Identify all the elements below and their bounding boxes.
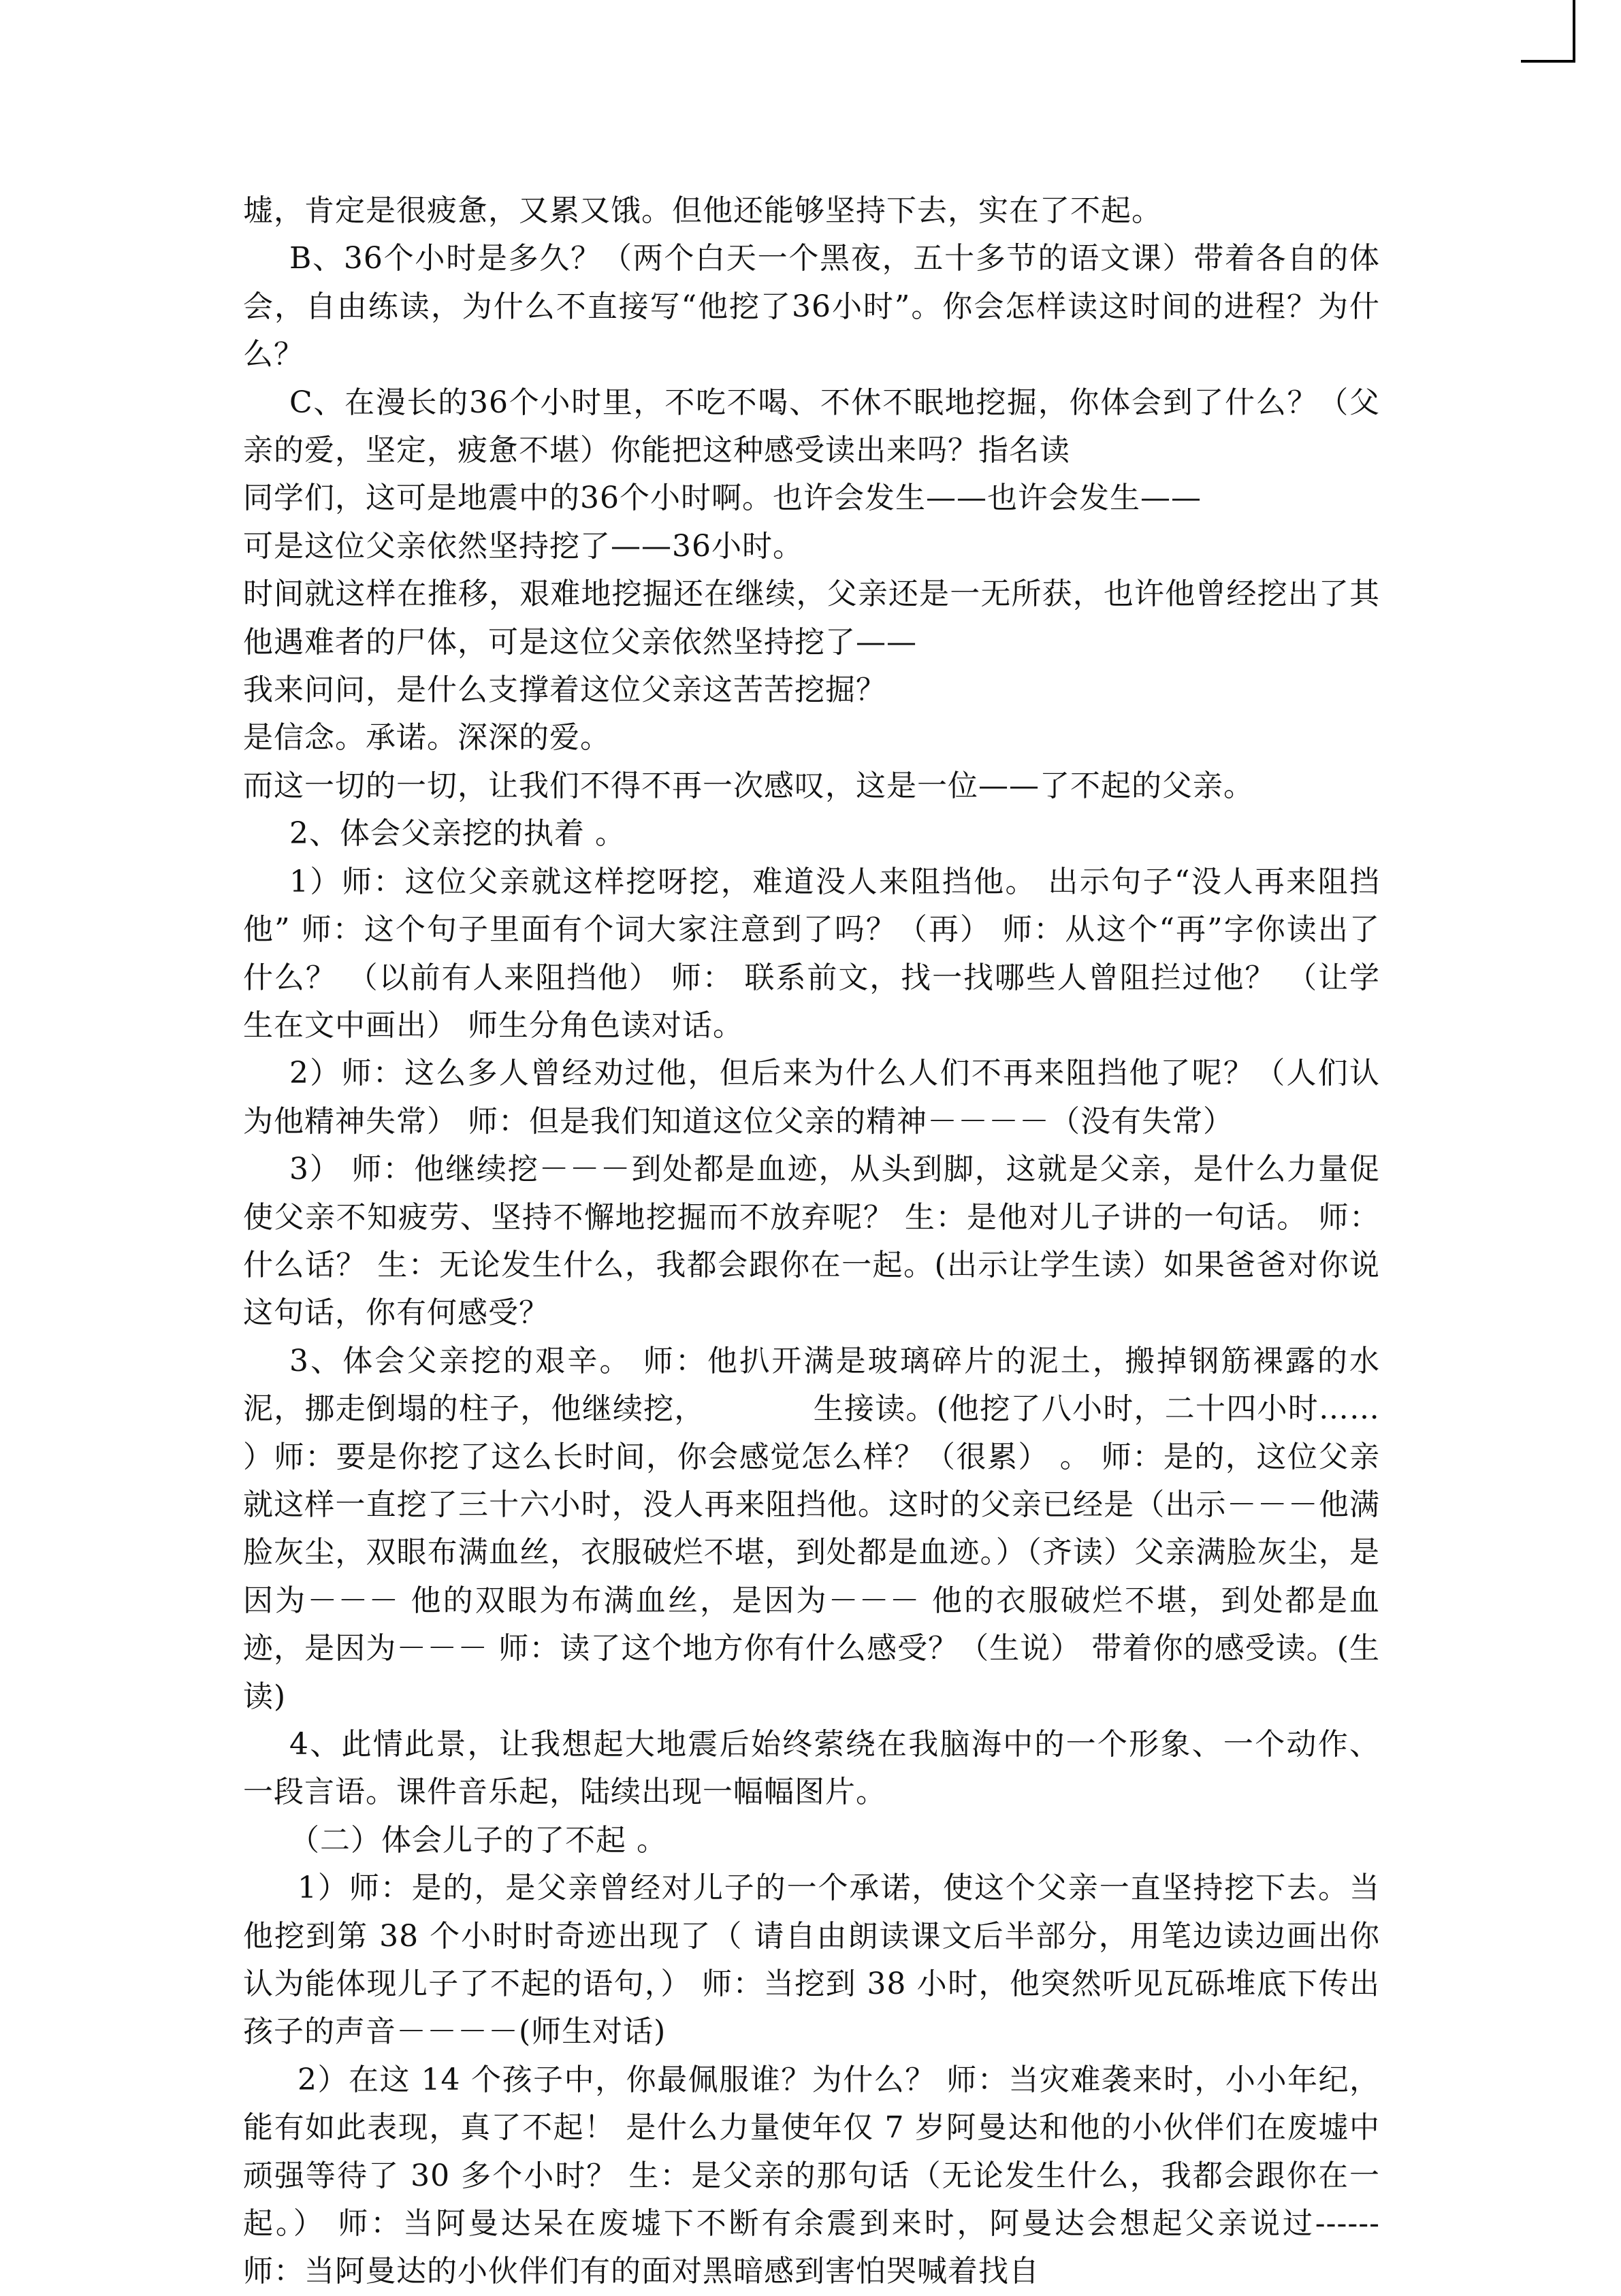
paragraph: 时间就这样在推移，艰难地挖掘还在继续，父亲还是一无所获，也许他曾经挖出了其他遇难者的尸体，可是这位父亲依然坚持挖了—— <box>243 577 1380 660</box>
paragraph: （二）体会儿子的了不起 。 <box>289 1822 667 1858</box>
crop-mark-horizontal <box>1521 60 1575 63</box>
body-text <box>243 187 1380 2296</box>
paragraph: 1）师：是的，是父亲曾经对儿子的一个承诺，使这个父亲一直坚持挖下去。当他挖到第 38 个小时时奇迹出现了（ 请自由朗读课文后半部分，用笔边读边画出你认为能体现儿子了不起的语句，） 师：当挖到 38 小时，他突然听见瓦砾堆底下传出孩子的声音－－－－(师生对话) <box>243 1871 1380 2050</box>
paragraph: 而这一切的一切，让我们不得不再一次感叹，这是一位——了不起的父亲。 <box>243 768 1254 803</box>
paragraph: 4、此情此景，让我想起大地震后始终萦绕在我脑海中的一个形象、一个动作、一段言语。课件音乐起，陆续出现一幅幅图片。 <box>243 1727 1380 1810</box>
paragraph: 墟，肯定是很疲惫，又累又饿。但他还能够坚持下去，实在了不起。 <box>243 193 1162 228</box>
paragraph: 3） 师：他继续挖－－－到处都是血迹，从头到脚，这就是父亲，是什么力量促使父亲不知疲劳、坚持不懈地挖掘而不放弃呢？ 生：是他对儿子讲的一句话。 师：什么话？ 生：无论发生什么，我都会跟你在一起。(出示让学生读）如果爸爸对你说这句话，你有何感受？ <box>243 1152 1380 1331</box>
paragraph: 2、体会父亲挖的执着 。 <box>289 816 626 852</box>
paragraph: 2）师：这么多人曾经劝过他，但后来为什么人们不再来阻挡他了呢？（人们认为他精神失常） 师：但是我们知道这位父亲的精神－－－－（没有失常） <box>243 1056 1380 1139</box>
paragraph: C、在漫长的36个小时里，不吃不喝、不休不眠地挖掘，你体会到了什么？（父亲的爱，坚定，疲惫不堪）你能把这种感受读出来吗？指名读 <box>243 385 1380 468</box>
paragraph: 可是这位父亲依然坚持挖了——36小时。 <box>243 528 803 564</box>
paragraph: 同学们，这可是地震中的36个小时啊。也许会发生——也许会发生—— <box>243 481 1202 516</box>
paragraph: B、36个小时是多久？（两个白天一个黑夜，五十多节的语文课）带着各自的体会，自由练读，为什么不直接写“他挖了36小时”。你会怎样读这时间的进程？为什么？ <box>243 241 1380 372</box>
paragraph: 3、体会父亲挖的艰辛。 师：他扒开满是玻璃碎片的泥土，搬掉钢筋裸露的水泥，挪走倒塌的柱子，他继续挖， 生接读。(他挖了八小时，二十四小时…… ）师：要是你挖了这么长时间，你会感觉怎么样？（很累） 。 师：是的，这位父亲就这样一直挖了三十六小时，没人再来阻挡他。这时的父亲已经是（出示－－－他满脸灰尘，双眼布满血丝，衣服破烂不堪，到处都是血迹。）（齐读）父亲满脸灰尘，是因为－－－ 他的双眼为布满血丝，是因为－－－ 他的衣服破烂不堪，到处都是血迹，是因为－－－ 师：读了这个地方你有什么感受？（生说） 带着你的感受读。(生读) <box>243 1343 1380 1714</box>
paragraph: 我来问问，是什么支撑着这位父亲这苦苦挖掘？ <box>243 673 886 708</box>
paragraph: 2）在这 14 个孩子中，你最佩服谁？为什么？ 师：当灾难袭来时，小小年纪，能有如此表现，真了不起！ 是什么力量使年仅 7 岁阿曼达和他的小伙伴们在废墟中顽强等待了 30 多个小时？ 生：是父亲的那句话（无论发生什么，我都会跟你在一起。） 师：当阿曼达呆在废墟下不断有余震到来时，阿曼达会想起父亲说过------ 师：当阿曼达的小伙伴们有的面对黑暗感到害怕哭喊着找自 <box>243 2062 1380 2289</box>
paragraph: 是信念。承诺。深深的爱。 <box>243 720 611 756</box>
crop-mark-vertical <box>1573 0 1575 63</box>
paragraph: 1）师：这位父亲就这样挖呀挖，难道没人来阻挡他。 出示句子“没人再来阻挡他” 师：这个句子里面有个词大家注意到了吗？（再） 师：从这个“再”字你读出了什么？ （以前有人来阻挡他） 师： 联系前文，找一找哪些人曾阻拦过他？ （让学生在文中画出） 师生分角色读对话。 <box>243 864 1380 1043</box>
